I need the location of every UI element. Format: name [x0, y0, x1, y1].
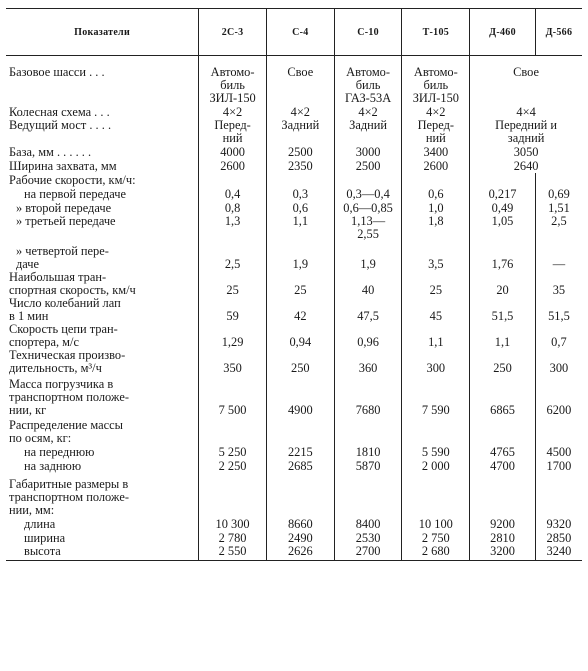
value-cell: 0,6	[402, 187, 470, 201]
table-row	[6, 323, 582, 349]
value-cell: Свое	[266, 56, 334, 106]
value-cell: 2500	[266, 145, 334, 159]
value-cell: 2,5	[199, 241, 267, 271]
value-cell: 47,5	[334, 297, 402, 323]
value-cell: 8660	[266, 517, 334, 531]
value-cell	[535, 173, 582, 187]
value-cell: 0,217	[470, 187, 536, 201]
table-row	[6, 173, 582, 187]
header-cell: Д-566	[535, 9, 582, 56]
value-cell: 42	[266, 297, 334, 323]
value-cell: 6200	[535, 375, 582, 417]
value-cell: 8400	[334, 517, 402, 531]
table-row	[6, 271, 582, 297]
value-cell: 2600	[402, 159, 470, 173]
header-cell: Д-460	[470, 9, 536, 56]
row-label: длина	[24, 517, 56, 531]
value-cell: 7 500	[199, 375, 267, 417]
value-cell: 300	[402, 349, 470, 375]
value-cell: 2350	[266, 159, 334, 173]
row-label: Колесная схема . . .	[9, 105, 110, 119]
row-label: Техническая произво- дительность, м³/ч	[9, 348, 126, 375]
value-cell: Перед- ний	[402, 119, 470, 145]
value-cell: 2600	[199, 159, 267, 173]
row-label: База, мм . . . . . .	[9, 145, 92, 159]
value-cell: 4900	[266, 375, 334, 417]
merged-value-cell: 4×4	[470, 105, 582, 119]
row-label: » четвертой пере- даче	[16, 244, 109, 271]
value-cell: 3240	[535, 545, 582, 561]
value-cell: 2 000	[402, 459, 470, 473]
row-label: Ширина захвата, мм	[9, 159, 117, 173]
value-cell: 5 590	[402, 445, 470, 459]
value-cell: 7 590	[402, 375, 470, 417]
value-cell: 40	[334, 271, 402, 297]
value-cell: 35	[535, 271, 582, 297]
header-cell: 2С-3	[199, 9, 267, 56]
table-row	[6, 445, 582, 459]
value-cell: 2215	[266, 445, 334, 459]
value-cell: 350	[199, 349, 267, 375]
value-cell: 0,8	[199, 201, 267, 215]
value-cell: 0,49	[470, 201, 536, 215]
table-row	[6, 459, 582, 473]
table-row	[6, 145, 582, 159]
value-cell: 2 780	[199, 531, 267, 545]
table-row	[6, 545, 582, 561]
value-cell: 3,5	[402, 241, 470, 271]
row-label: на первой передаче	[24, 187, 126, 201]
header-cell: С-4	[266, 9, 334, 56]
value-cell: 0,6	[266, 201, 334, 215]
value-cell: 45	[402, 297, 470, 323]
value-cell: —	[535, 241, 582, 271]
value-cell: Перед- ний	[199, 119, 267, 145]
value-cell: 6865	[470, 375, 536, 417]
value-cell: Автомо- биль ГАЗ-53А	[334, 56, 402, 106]
row-label: Ведущий мост . . . .	[9, 118, 112, 132]
value-cell: 360	[334, 349, 402, 375]
row-label: на переднюю	[24, 445, 95, 459]
value-cell	[402, 473, 470, 517]
value-cell: 2 550	[199, 545, 267, 561]
value-cell: 2,5	[535, 215, 582, 241]
table-row	[6, 119, 582, 145]
table-row	[6, 159, 582, 173]
value-cell	[199, 473, 267, 517]
row-label: Число колебаний лап в 1 мин	[9, 296, 121, 323]
value-cell: 2 750	[402, 531, 470, 545]
value-cell: 2 250	[199, 459, 267, 473]
table-row	[6, 417, 582, 445]
value-cell: 1700	[535, 459, 582, 473]
merged-value-cell: 2640	[470, 159, 582, 173]
value-cell: Задний	[334, 119, 402, 145]
value-cell: 4765	[470, 445, 536, 459]
row-label: Масса погрузчика в транспортном положе- нии, кг	[9, 377, 129, 417]
value-cell: Автомо- биль ЗИЛ-150	[402, 56, 470, 106]
value-cell: 4000	[199, 145, 267, 159]
header-row	[6, 9, 582, 56]
value-cell: 1,9	[334, 241, 402, 271]
value-cell: 1,8	[402, 215, 470, 241]
table-row	[6, 473, 582, 517]
value-cell: 25	[402, 271, 470, 297]
row-label: Габаритные размеры в транспортном положе- нии, мм:	[9, 477, 129, 517]
value-cell: 1,1	[470, 323, 536, 349]
table-row	[6, 187, 582, 201]
value-cell: 1,3	[199, 215, 267, 241]
value-cell: 5 250	[199, 445, 267, 459]
value-cell: 2490	[266, 531, 334, 545]
value-cell: 0,6—0,85	[334, 201, 402, 215]
value-cell: 2626	[266, 545, 334, 561]
value-cell: 0,96	[334, 323, 402, 349]
value-cell: 4700	[470, 459, 536, 473]
table-body	[6, 56, 582, 561]
value-cell: 5870	[334, 459, 402, 473]
table-row	[6, 56, 582, 106]
value-cell: 20	[470, 271, 536, 297]
value-cell: 0,94	[266, 323, 334, 349]
value-cell: 2700	[334, 545, 402, 561]
table-row	[6, 375, 582, 417]
table-row	[6, 517, 582, 531]
value-cell: 1810	[334, 445, 402, 459]
value-cell: 4500	[535, 445, 582, 459]
header-cell: С-10	[334, 9, 402, 56]
value-cell: 250	[470, 349, 536, 375]
row-label: на заднюю	[24, 459, 82, 473]
value-cell: 25	[266, 271, 334, 297]
value-cell: 2810	[470, 531, 536, 545]
value-cell	[266, 173, 334, 187]
value-cell: 1,9	[266, 241, 334, 271]
value-cell: Задний	[266, 119, 334, 145]
value-cell: 25	[199, 271, 267, 297]
header-cell: Показатели	[6, 9, 199, 56]
value-cell	[402, 173, 470, 187]
value-cell: 59	[199, 297, 267, 323]
value-cell: 4×2	[266, 105, 334, 119]
table-row	[6, 105, 582, 119]
value-cell	[535, 417, 582, 445]
merged-value-cell: 3050	[470, 145, 582, 159]
value-cell: 0,3	[266, 187, 334, 201]
value-cell: 1,51	[535, 201, 582, 215]
value-cell: 3000	[334, 145, 402, 159]
value-cell: 300	[535, 349, 582, 375]
table-row	[6, 349, 582, 375]
row-label: Скорость цепи тран- спортера, м/с	[9, 322, 118, 349]
value-cell	[470, 417, 536, 445]
value-cell: 4×2	[199, 105, 267, 119]
value-cell	[402, 417, 470, 445]
value-cell: 9320	[535, 517, 582, 531]
value-cell: 1,0	[402, 201, 470, 215]
row-label: Рабочие скорости, км/ч:	[9, 173, 136, 187]
value-cell: 3400	[402, 145, 470, 159]
spec-table-sheet	[6, 8, 582, 664]
value-cell	[470, 473, 536, 517]
loader-spec-table	[6, 8, 582, 561]
header-cell: Т-105	[402, 9, 470, 56]
value-cell	[334, 173, 402, 187]
value-cell: 0,3—0,4	[334, 187, 402, 201]
table-row	[6, 215, 582, 241]
value-cell: 51,5	[470, 297, 536, 323]
value-cell: 250	[266, 349, 334, 375]
value-cell	[334, 417, 402, 445]
value-cell: 9200	[470, 517, 536, 531]
value-cell: 10 100	[402, 517, 470, 531]
row-label: » второй передаче	[16, 201, 112, 215]
table-row	[6, 241, 582, 271]
value-cell	[470, 173, 536, 187]
value-cell: 2 680	[402, 545, 470, 561]
value-cell: 1,1	[402, 323, 470, 349]
row-label: Базовое шасси . . .	[9, 65, 105, 79]
value-cell: 51,5	[535, 297, 582, 323]
value-cell	[266, 473, 334, 517]
value-cell: 4×2	[334, 105, 402, 119]
table-row	[6, 297, 582, 323]
value-cell: 2850	[535, 531, 582, 545]
merged-value-cell: Свое	[470, 56, 582, 106]
row-label: высота	[6, 545, 199, 561]
value-cell	[199, 173, 267, 187]
value-cell	[334, 473, 402, 517]
value-cell: 1,13— 2,55	[334, 215, 402, 241]
table-row	[6, 531, 582, 545]
row-label: Распределение массы по осям, кг:	[9, 418, 123, 445]
value-cell: 1,1	[266, 215, 334, 241]
value-cell: 2685	[266, 459, 334, 473]
value-cell: Автомо- биль ЗИЛ-150	[199, 56, 267, 106]
value-cell: 7680	[334, 375, 402, 417]
row-label: » третьей передаче	[16, 214, 116, 228]
value-cell	[266, 417, 334, 445]
row-label: Наибольшая тран- спортная скорость, км/ч	[9, 270, 136, 297]
value-cell: 2500	[334, 159, 402, 173]
value-cell	[535, 473, 582, 517]
value-cell: 0,69	[535, 187, 582, 201]
value-cell: 4×2	[402, 105, 470, 119]
merged-value-cell: Передний и задний	[470, 119, 582, 145]
value-cell: 2530	[334, 531, 402, 545]
value-cell	[199, 417, 267, 445]
row-label: ширина	[24, 531, 66, 545]
value-cell: 1,05	[470, 215, 536, 241]
value-cell: 0,7	[535, 323, 582, 349]
value-cell: 3200	[470, 545, 536, 561]
value-cell: 0,4	[199, 187, 267, 201]
table-row	[6, 201, 582, 215]
value-cell: 1,29	[199, 323, 267, 349]
value-cell: 10 300	[199, 517, 267, 531]
value-cell: 1,76	[470, 241, 536, 271]
